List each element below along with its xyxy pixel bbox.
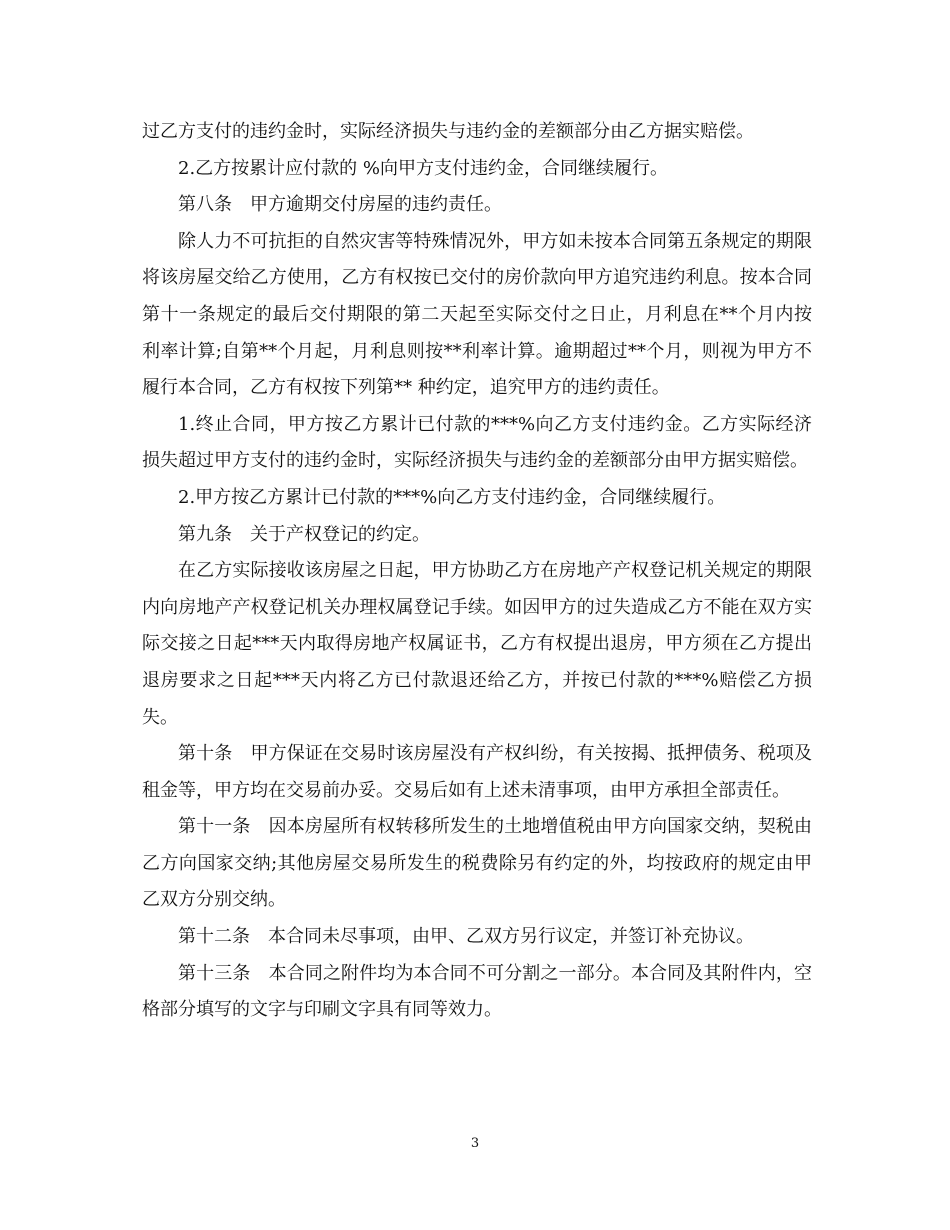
paragraph-article-10: 第十条 甲方保证在交易时该房屋没有产权纠纷，有关按揭、抵押债务、税项及租金等，甲方均在交易前办妥。交易后如有上述未清事项，由甲方承担全部责任。 — [142, 743, 812, 801]
paragraph-article-9-heading: 第九条 关于产权登记的约定。 — [178, 523, 430, 545]
paragraph-article-13: 第十三条 本合同之附件均为本合同不可分割之一部分。本合同及其附件内，空格部分填写的文字与印刷文字具有同等效力。 — [142, 962, 812, 1021]
paragraph-article-9-body: 在乙方实际接收该房屋之日起，甲方协助乙方在房地产产权登记机关规定的期限内向房地产产权登记机关办理权属登记手续。如因甲方的过失造成乙方不能在双方实际交接之日起***天内取得房地产权属证书，乙方有权提出退房，甲方须在乙方提出退房要求之日起***天内将乙方已付款退还给乙方，并按已付款的***%赔偿乙方损失。 — [142, 560, 812, 728]
page-number: 3 — [470, 1136, 480, 1151]
paragraph-clause-7-item-2: 2.乙方按累计应付款的 %向甲方支付违约金，合同继续履行。 — [178, 157, 668, 179]
paragraph-article-11: 第十一条 因本房屋所有权转移所发生的土地增值税由甲方向国家交纳，契税由乙方向国家交纳;其他房屋交易所发生的税费除另有约定的外，均按政府的规定由甲乙双方分别交纳。 — [142, 816, 812, 911]
paragraph-article-8-heading: 第八条 甲方逾期交付房屋的违约责任。 — [178, 194, 502, 216]
paragraph-article-8-item-1: 1.终止合同，甲方按乙方累计已付款的***%向乙方支付违约金。乙方实际经济损失超过甲方支付的违约金时，实际经济损失与违约金的差额部分由甲方据实赔偿。 — [142, 413, 812, 472]
paragraph-article-8-body: 除人力不可抗拒的自然灾害等特殊情况外，甲方如未按本合同第五条规定的期限将该房屋交给乙方使用，乙方有权按已交付的房价款向甲方追究违约利息。按本合同第十一条规定的最后交付期限的第二天起至实际交付之日止，月利息在**个月内按 利率计算;自第**个月起，月利息则按**利率计算。逾期超过**个月，则视为甲方不履行本合同，乙方有权按下列第** 种约定，追究甲方的违约责任。 — [142, 230, 812, 399]
paragraph-article-12: 第十二条 本合同未尽事项，由甲、乙双方另行议定，并签订补充协议。 — [178, 926, 754, 948]
document-body — [142, 114, 812, 1029]
paragraph-continuation: 过乙方支付的违约金时，实际经济损失与违约金的差额部分由乙方据实赔偿。 — [142, 121, 754, 142]
paragraph-article-8-item-2: 2.甲方按乙方累计已付款的***%向乙方支付违约金，合同继续履行。 — [178, 486, 726, 508]
